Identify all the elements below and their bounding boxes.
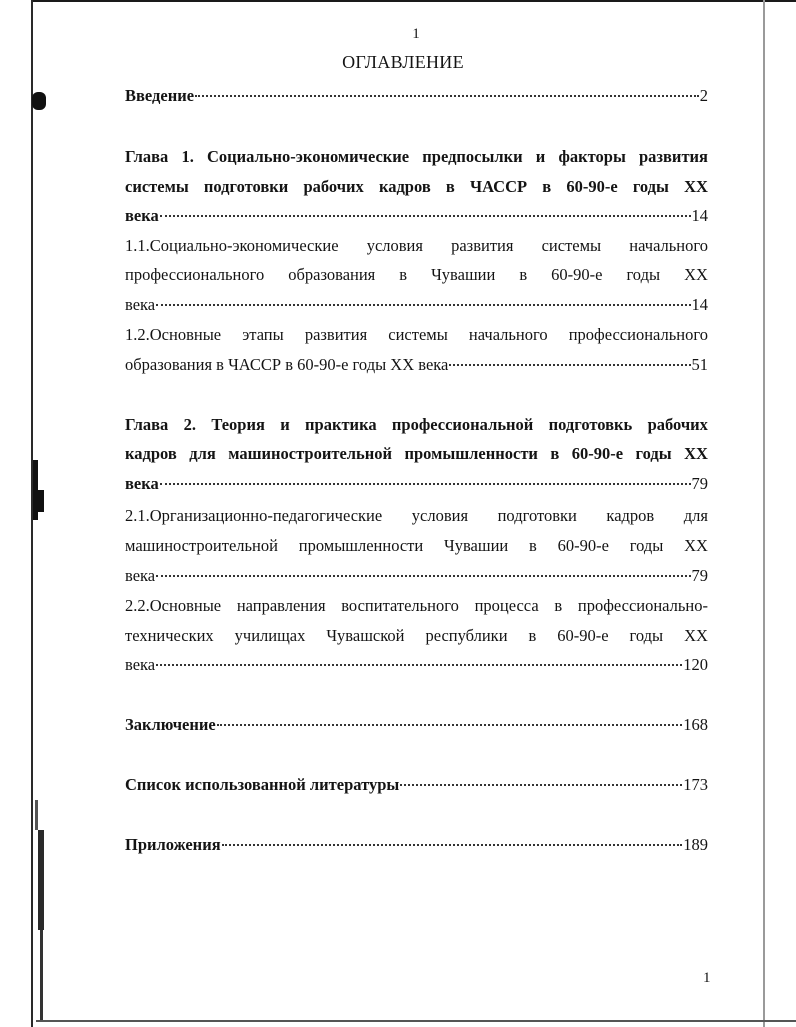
toc-section-2-1-line-2 <box>125 536 708 556</box>
dot-leader <box>195 95 699 97</box>
word: годы <box>635 444 672 463</box>
word: профессионального <box>568 325 708 344</box>
word: в <box>542 177 552 196</box>
toc-section-1-1-line-1 <box>125 236 708 256</box>
word: машиностроительной <box>228 444 393 463</box>
word: XX <box>684 177 708 196</box>
scan-mark <box>35 800 38 830</box>
scan-mark <box>38 830 44 930</box>
toc-entry-conclusion[interactable] <box>125 715 708 735</box>
toc-page-number: 79 <box>691 566 708 585</box>
word: XX <box>684 444 708 463</box>
toc-section-2-1-line-1 <box>125 506 708 526</box>
toc-section-1-1-line-2 <box>125 265 708 285</box>
toc-page-number: 14 <box>691 295 708 314</box>
dot-leader <box>449 364 690 366</box>
scan-mark <box>36 490 44 512</box>
toc-page-number: 2 <box>699 86 708 105</box>
word: годы <box>629 536 664 555</box>
word: рабочих <box>647 415 708 434</box>
word: в <box>519 265 528 284</box>
word: образования <box>288 265 376 284</box>
word: промышленности <box>298 536 424 555</box>
toc-entry-label: века <box>125 474 159 493</box>
word: профессионально- <box>577 596 708 615</box>
toc-entry-label: Введение <box>125 86 195 105</box>
word: 2.1.Организационно-педагогические <box>125 506 383 525</box>
word: кадров <box>378 177 431 196</box>
word: Чувашии <box>431 265 496 284</box>
word: системы <box>125 177 189 196</box>
word: условия <box>411 506 469 525</box>
dot-leader <box>156 575 690 577</box>
word: рабочих <box>303 177 364 196</box>
word: 60-90-е <box>551 265 603 284</box>
word: 2. <box>183 415 196 434</box>
word: условия <box>366 236 423 255</box>
toc-chapter-1-line-1 <box>125 147 708 167</box>
word: подготовки <box>497 506 577 525</box>
toc-entry-label: Заключение <box>125 715 216 734</box>
toc-page-number: 51 <box>691 355 708 374</box>
toc-page-number: 168 <box>683 715 708 734</box>
word: предпосылки <box>422 147 523 166</box>
word: направления <box>236 596 326 615</box>
toc-entry-label: образования в ЧАССР в 60-90-е годы XX века <box>125 355 449 374</box>
word: 2.2.Основные <box>125 596 222 615</box>
toc-page-number: 173 <box>683 775 708 794</box>
word: XX <box>684 536 708 555</box>
toc-chapter-1-line-2 <box>125 177 708 197</box>
toc-chapter-2-line-1 <box>125 415 708 435</box>
toc-entry-intro[interactable] <box>125 86 708 106</box>
toc-page-number: 79 <box>691 474 708 493</box>
word: этапы <box>242 325 284 344</box>
word: училищах <box>234 626 306 645</box>
toc-chapter-1-line-3[interactable] <box>125 206 708 226</box>
word: подготовки <box>203 177 289 196</box>
toc-entry-label: Приложения <box>125 835 221 854</box>
toc-page-number: 120 <box>683 655 708 674</box>
word: 60-90-е <box>557 536 609 555</box>
word: развития <box>638 147 708 166</box>
word: начального <box>629 236 708 255</box>
word: развития <box>451 236 514 255</box>
scan-border-top <box>32 0 796 2</box>
word: XX <box>684 265 708 284</box>
word: и <box>280 415 290 434</box>
dot-leader <box>156 304 690 306</box>
dot-leader <box>400 784 682 786</box>
toc-section-1-1-line-3[interactable] <box>125 295 708 315</box>
word: 60-90-е <box>557 626 609 645</box>
toc-page-number: 189 <box>683 835 708 854</box>
word: для <box>189 444 216 463</box>
toc-section-1-2-line-1 <box>125 325 708 345</box>
toc-section-2-2-line-2 <box>125 626 708 646</box>
word: системы <box>388 325 448 344</box>
toc-section-1-2-line-2[interactable] <box>125 355 708 375</box>
word: подготовкь <box>548 415 633 434</box>
word: 60-90-е <box>566 177 618 196</box>
toc-chapter-2-line-3[interactable] <box>125 474 708 494</box>
word: для <box>683 506 708 525</box>
dot-leader <box>160 483 691 485</box>
word: Социально-экономические <box>206 147 410 166</box>
toc-entry-label: века <box>125 206 159 225</box>
word: в <box>399 265 408 284</box>
dot-leader <box>217 724 683 726</box>
word: XX <box>684 626 708 645</box>
word: в <box>445 177 455 196</box>
page-number-top: 1 <box>412 26 420 42</box>
word: практика <box>305 415 377 434</box>
toc-section-2-1-line-3[interactable] <box>125 566 708 586</box>
word: технических <box>125 626 214 645</box>
word: Теория <box>211 415 265 434</box>
word: развития <box>304 325 368 344</box>
word: республики <box>425 626 508 645</box>
toc-section-2-2-line-1 <box>125 596 708 616</box>
word: кадров <box>606 506 655 525</box>
word: Чувашской <box>326 626 405 645</box>
dot-leader <box>160 215 691 217</box>
word: 1.1.Социально-экономические <box>125 236 339 255</box>
word: процесса <box>474 596 539 615</box>
scan-border-bottom <box>36 1020 796 1022</box>
word: в <box>529 536 537 555</box>
toc-chapter-2-line-2 <box>125 444 708 464</box>
word: начального <box>468 325 548 344</box>
toc-page-number: 14 <box>691 206 708 225</box>
dot-leader <box>222 844 683 846</box>
word: ЧАССР <box>469 177 528 196</box>
word: в <box>554 596 563 615</box>
word: в <box>550 444 560 463</box>
toc-entry-label: века <box>125 566 156 585</box>
word: воспитательного <box>341 596 459 615</box>
word: факторы <box>558 147 626 166</box>
word: годы <box>626 265 661 284</box>
word: машиностроительной <box>125 536 278 555</box>
dot-leader <box>156 664 682 666</box>
word: в <box>528 626 537 645</box>
word: 60-90-е <box>571 444 624 463</box>
scan-mark <box>32 92 46 110</box>
scan-mark <box>40 930 43 1020</box>
toc-entry-bibliography[interactable] <box>125 775 708 795</box>
word: системы <box>541 236 602 255</box>
word: годы <box>629 626 664 645</box>
word: Чувашии <box>444 536 509 555</box>
word: Глава <box>125 415 169 434</box>
word: 1.2.Основные <box>125 325 222 344</box>
word: годы <box>632 177 669 196</box>
toc-section-2-2-line-3[interactable] <box>125 655 708 675</box>
word: Глава <box>125 147 169 166</box>
page-number-bottom: 1 <box>703 970 711 986</box>
word: кадров <box>125 444 177 463</box>
word: промышленности <box>404 444 538 463</box>
word: профессиональной <box>391 415 534 434</box>
toc-entry-label: Список использованной литературы <box>125 775 400 794</box>
scan-border-right <box>763 0 765 1027</box>
word: и <box>535 147 546 166</box>
toc-entry-label: века <box>125 295 156 314</box>
page-title: ОГЛАВЛЕНИЕ <box>342 52 464 72</box>
toc-entry-appendix[interactable] <box>125 835 708 855</box>
word: профессионального <box>125 265 265 284</box>
word: 1. <box>181 147 194 166</box>
toc-entry-label: века <box>125 655 156 674</box>
